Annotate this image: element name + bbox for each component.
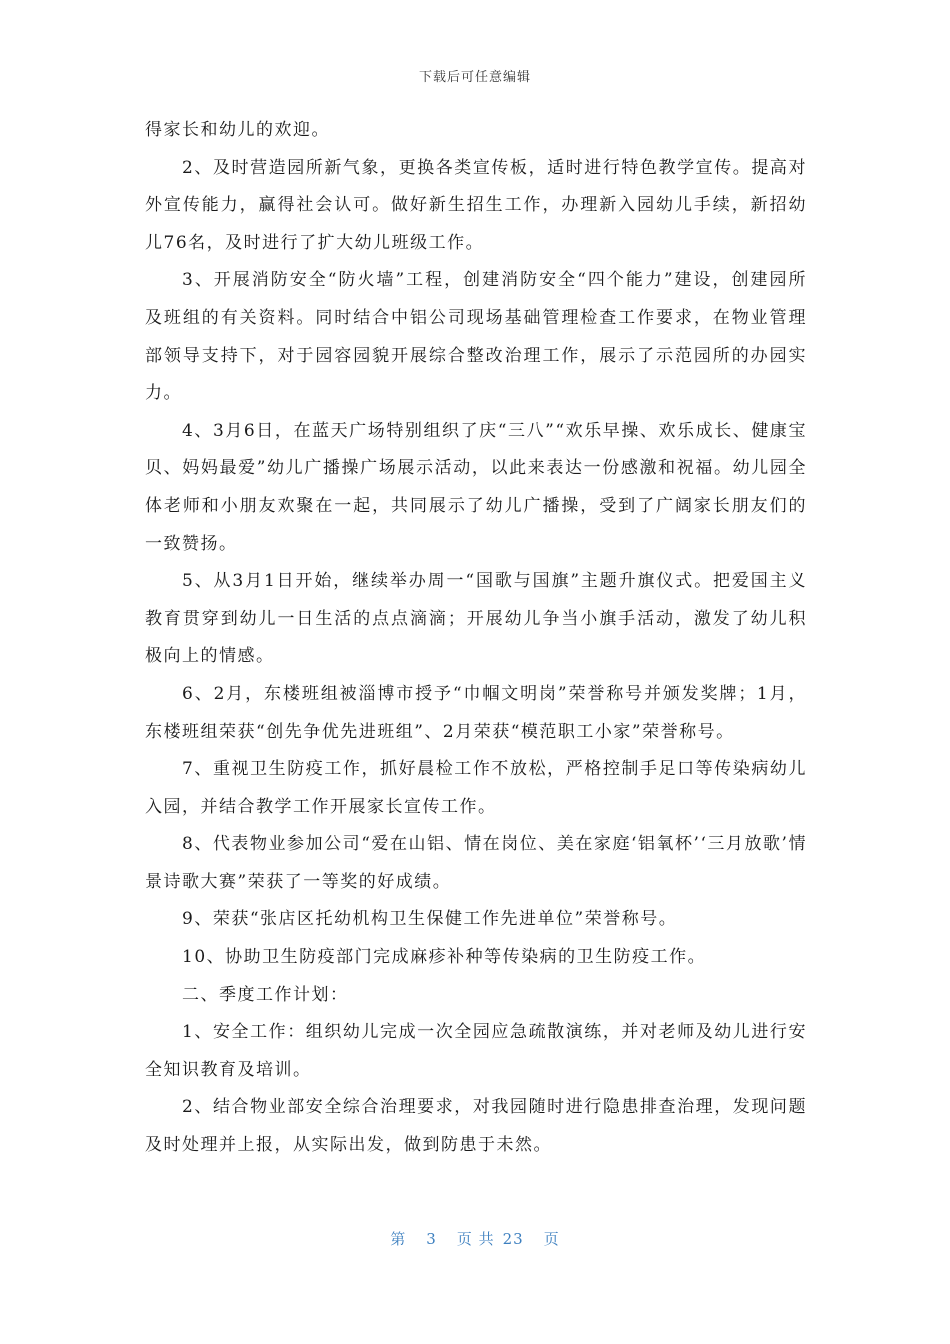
paragraph: 5、从3月1日开始，继续举办周一“国歌与国旗”主题升旗仪式。把爱国主义教育贯穿到幼儿一日生活的点点滴滴；开展幼儿争当小旗手活动，激发了幼儿积极向上的情感。 bbox=[145, 571, 807, 667]
document-body bbox=[145, 112, 807, 1165]
current-page-number: 3 bbox=[426, 1230, 437, 1248]
section-heading: 二、季度工作计划： bbox=[182, 984, 349, 1005]
paragraph: 9、荣获“张店区托幼机构卫生保健工作先进单位”荣誉称号。 bbox=[182, 909, 678, 930]
paragraph: 2、及时营造园所新气象，更换各类宣传板，适时进行特色教学宣传。提高对外宣传能力，赢得社会认可。做好新生招生工作，办理新入园幼儿手续，新招幼儿76名，及时进行了扩大幼儿班级工作。 bbox=[145, 157, 807, 253]
footer-prefix: 第 bbox=[390, 1230, 407, 1248]
paragraph: 3、开展消防安全“防火墙”工程，创建消防安全“四个能力”建设，创建园所及班组的有关资料。同时结合中铝公司现场基础管理检查工作要求，在物业管理部领导支持下，对于园容园貌开展综合整改治理工作，展示了示范园所的办园实力。 bbox=[145, 270, 807, 404]
paragraph: 得家长和幼儿的欢迎。 bbox=[145, 120, 330, 140]
paragraph: 7、重视卫生防疫工作，抓好晨检工作不放松，严格控制手足口等传染病幼儿入园，并结合教学工作开展家长宣传工作。 bbox=[145, 759, 807, 817]
paragraph: 4、3月6日，在蓝天广场特别组织了庆“三八”“欢乐早操、欢乐成长、健康宝贝、妈妈最爱”幼儿广播操广场展示活动，以此来表达一份感激和祝福。幼儿园全体老师和小朋友欢聚在一起，共同展示了幼儿广播操，受到了广阔家长朋友们的一致赞扬。 bbox=[145, 420, 807, 554]
total-pages-number: 23 bbox=[502, 1230, 524, 1248]
paragraph: 8、代表物业参加公司“爱在山铝、情在岗位、美在家庭‘铝氧杯’‘三月放歌’情景诗歌大赛”荣获了一等奖的好成绩。 bbox=[145, 834, 807, 892]
footer-suffix: 页 bbox=[543, 1230, 560, 1248]
footer-middle: 页 共 bbox=[456, 1230, 495, 1248]
paragraph: 2、结合物业部安全综合治理要求，对我园随时进行隐患排查治理，发现问题及时处理并上报，从实际出发，做到防患于未然。 bbox=[145, 1097, 807, 1156]
paragraph: 6、2月，东楼班组被淄博市授予“巾帼文明岗”荣誉称号并颁发奖牌；1月，东楼班组荣获“创先争优先进班组”、2月荣获“模范职工小家”荣誉称号。 bbox=[145, 683, 808, 742]
paragraph: 1、安全工作：组织幼儿完成一次全园应急疏散演练，并对老师及幼儿进行安全知识教育及培训。 bbox=[145, 1022, 807, 1080]
paragraph: 10、协助卫生防疫部门完成麻疹补种等传染病的卫生防疫工作。 bbox=[182, 947, 707, 968]
page-header: 下载后可任意编辑 bbox=[418, 70, 531, 85]
page-footer bbox=[0, 1228, 950, 1249]
